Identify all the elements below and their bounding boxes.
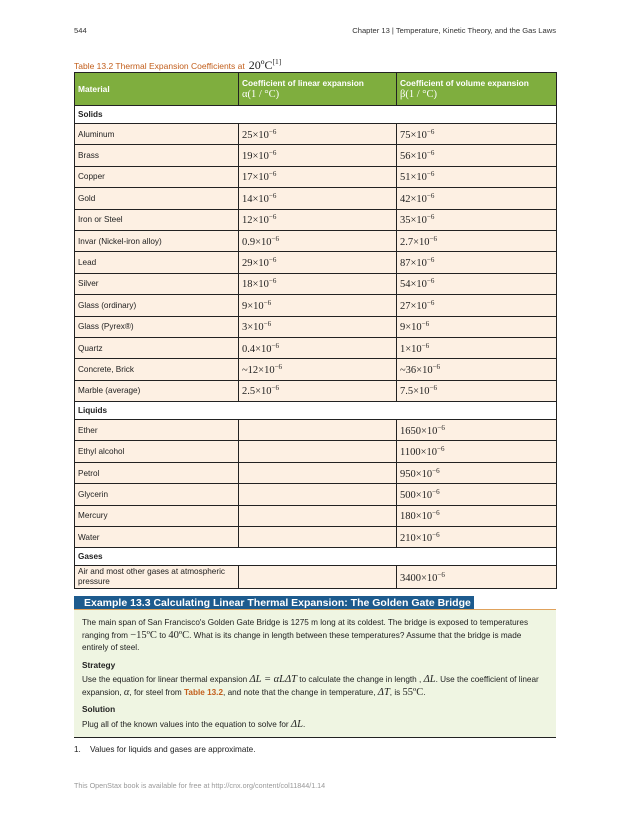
footnote-text: Values for liquids and gases are approximate. <box>90 745 256 754</box>
value-cell <box>397 484 557 505</box>
strategy-2: to calculate the change in length , <box>299 675 422 684</box>
value-exponent: −6 <box>271 341 279 350</box>
value-cell <box>397 124 557 145</box>
value-exponent: −6 <box>426 149 435 158</box>
value-mantissa: 54×10 <box>400 279 427 291</box>
table-row <box>75 166 557 187</box>
strategy-5: , and note that the change in temperature, <box>223 687 376 697</box>
example-title: Example 13.3 Calculating Linear Thermal Expansion: The Golden Gate Bridge <box>74 596 474 610</box>
table-row <box>75 337 557 358</box>
value-cell <box>397 420 557 441</box>
value-cell <box>239 188 397 209</box>
material-cell: Lead <box>75 252 239 273</box>
material-cell: Ether <box>75 420 239 441</box>
delta-l: ΔL <box>423 674 436 685</box>
value-mantissa: 12×10 <box>242 215 269 227</box>
chapter-header: Chapter 13 | Temperature, Kinetic Theory, and the Gas Laws <box>352 26 556 35</box>
value-mantissa: 17×10 <box>242 172 269 184</box>
value-cell <box>239 566 397 589</box>
material-cell: Silver <box>75 273 239 294</box>
material-cell: Marble (average) <box>75 380 239 401</box>
strategy-3: . Use the coefficient of linear expansion, <box>82 675 539 697</box>
solution-heading: Solution <box>82 704 116 714</box>
value-mantissa: 180×10 <box>400 511 433 523</box>
material-cell: Mercury <box>75 505 239 526</box>
value-mantissa: 56×10 <box>400 151 427 163</box>
value-cell <box>397 230 557 251</box>
value-cell <box>397 337 557 358</box>
strategy-1: Use the equation for linear thermal expansion <box>82 675 248 684</box>
value-exponent: −6 <box>426 170 435 179</box>
value-cell <box>239 124 397 145</box>
value-cell <box>397 462 557 483</box>
table-row <box>75 505 557 526</box>
value-exponent: −6 <box>432 509 440 518</box>
value-mantissa: 3400×10 <box>400 573 438 585</box>
value-exponent: −6 <box>437 445 445 454</box>
value-exponent: −6 <box>426 256 435 265</box>
value-cell <box>397 505 557 526</box>
material-cell: Air and most other gases at atmospheric pressure <box>75 566 239 589</box>
value-cell <box>397 566 557 589</box>
solution-text <box>82 719 548 732</box>
footnote <box>74 745 256 754</box>
material-cell: Ethyl alcohol <box>75 441 239 462</box>
value-cell <box>397 209 557 230</box>
value-mantissa: 35×10 <box>400 215 427 227</box>
footnote-ref[interactable]: [1] <box>272 57 282 66</box>
material-cell: Copper <box>75 166 239 187</box>
value-mantissa: 9×10 <box>400 322 422 334</box>
value-exponent: −6 <box>263 320 272 329</box>
value-exponent: −6 <box>426 298 435 307</box>
value-mantissa: 9×10 <box>242 300 264 312</box>
value-exponent: −6 <box>421 341 430 350</box>
table-row <box>75 359 557 380</box>
section-label: Gases <box>75 548 557 566</box>
value-exponent: −6 <box>268 127 277 136</box>
value-exponent: −6 <box>429 384 437 393</box>
value-mantissa: 500×10 <box>400 489 433 501</box>
value-mantissa: 42×10 <box>400 193 427 205</box>
material-cell: Glycerin <box>75 484 239 505</box>
strategy-heading: Strategy <box>82 659 116 670</box>
table-row <box>75 441 557 462</box>
value-cell <box>397 295 557 316</box>
alpha-symbol: α <box>123 686 130 698</box>
intro-to: to <box>159 630 167 640</box>
value-mantissa: 27×10 <box>400 300 427 312</box>
value-exponent: −6 <box>432 466 440 475</box>
table-row <box>75 380 557 401</box>
value-cell <box>397 166 557 187</box>
value-cell <box>239 505 397 526</box>
header-volume-symbol: β(1 / °C) <box>400 89 437 100</box>
temp-high: 40ºC <box>168 629 190 641</box>
value-cell <box>239 295 397 316</box>
example-intro <box>82 617 548 655</box>
value-exponent: −6 <box>263 298 272 307</box>
header-linear-symbol: α(1 / °C) <box>242 89 280 100</box>
table-caption-text: Table 13.2 Thermal Expansion Coefficients at <box>74 61 245 71</box>
value-mantissa: 75×10 <box>400 129 427 141</box>
table-row <box>75 145 557 166</box>
value-exponent: −6 <box>426 191 435 200</box>
intro-text-2: . What is its change in length between these temperatures? Assume that the bridge is made entirely of steel. <box>82 630 522 652</box>
value-exponent: −6 <box>421 320 430 329</box>
strategy-4: , for steel from <box>129 687 182 697</box>
table-link[interactable]: Table 13.2 <box>184 687 224 697</box>
value-exponent: −6 <box>437 423 445 432</box>
table-row <box>75 273 557 294</box>
page-footer: This OpenStax book is available for free at http://cnx.org/content/col11844/1.14 <box>74 781 326 790</box>
value-exponent: −6 <box>426 213 435 222</box>
value-cell <box>239 252 397 273</box>
page-number: 544 <box>74 26 87 35</box>
table-row <box>75 462 557 483</box>
value-cell <box>397 359 557 380</box>
header-linear <box>239 73 397 106</box>
value-cell <box>239 145 397 166</box>
value-cell <box>239 337 397 358</box>
value-mantissa: 87×10 <box>400 258 427 270</box>
value-mantissa: 0.4×10 <box>242 343 272 355</box>
material-cell: Invar (Nickel-iron alloy) <box>75 230 239 251</box>
example-box <box>74 610 556 738</box>
section-row-solids <box>75 106 557 124</box>
value-exponent: −6 <box>432 530 440 539</box>
value-exponent: −6 <box>426 127 435 136</box>
table-caption <box>74 57 281 73</box>
material-cell: Glass (Pyrex®) <box>75 316 239 337</box>
value-cell <box>239 209 397 230</box>
value-exponent: −6 <box>271 384 279 393</box>
value-exponent: −6 <box>268 213 277 222</box>
value-cell <box>397 441 557 462</box>
value-cell <box>397 252 557 273</box>
table-row <box>75 527 557 548</box>
solution-1: Plug all of the known values into the equation to solve for <box>82 719 289 729</box>
value-exponent: −6 <box>429 234 437 243</box>
value-exponent: −6 <box>268 256 277 265</box>
value-cell <box>239 230 397 251</box>
delta-t-value: 55ºC <box>402 686 424 698</box>
value-mantissa: 19×10 <box>242 151 269 163</box>
table-row <box>75 124 557 145</box>
section-row-liquids <box>75 402 557 420</box>
strategy-7: . <box>423 687 426 697</box>
value-cell <box>239 420 397 441</box>
temp-low: −15ºC <box>130 629 157 641</box>
header-volume <box>397 73 557 106</box>
value-cell <box>239 380 397 401</box>
header-volume-label: Coefficient of volume expansion <box>400 78 529 88</box>
solution-2: . <box>302 719 306 729</box>
value-cell <box>239 273 397 294</box>
value-mantissa: 3×10 <box>242 322 264 334</box>
material-cell: Brass <box>75 145 239 166</box>
strategy-text <box>82 674 548 699</box>
value-mantissa: 950×10 <box>400 468 433 480</box>
value-exponent: −6 <box>274 362 283 371</box>
material-cell: Petrol <box>75 462 239 483</box>
table-caption-temp: 20ºC <box>248 58 273 72</box>
value-mantissa: 1650×10 <box>400 425 438 437</box>
table-row <box>75 566 557 589</box>
header-linear-label: Coefficient of linear expansion <box>242 78 364 88</box>
value-exponent: −6 <box>432 362 441 371</box>
footnote-number: 1. <box>74 745 81 754</box>
table-row <box>75 252 557 273</box>
value-mantissa: 51×10 <box>400 172 427 184</box>
value-mantissa: ~36×10 <box>400 364 433 376</box>
value-exponent: −6 <box>268 149 277 158</box>
material-cell: Water <box>75 527 239 548</box>
value-exponent: −6 <box>432 487 440 496</box>
section-row-gases <box>75 548 557 566</box>
equation: ΔL = αLΔT <box>249 674 298 685</box>
value-mantissa: 2.7×10 <box>400 236 430 248</box>
value-cell <box>397 273 557 294</box>
value-exponent: −6 <box>426 277 435 286</box>
value-cell <box>239 316 397 337</box>
value-cell <box>397 188 557 209</box>
value-mantissa: 18×10 <box>242 279 269 291</box>
value-exponent: −6 <box>268 277 277 286</box>
table-row <box>75 295 557 316</box>
value-cell <box>397 380 557 401</box>
value-cell <box>239 166 397 187</box>
value-cell <box>397 527 557 548</box>
strategy-6: , is <box>389 687 401 697</box>
delta-t: ΔT <box>377 686 390 698</box>
value-cell <box>239 527 397 548</box>
value-exponent: −6 <box>268 170 277 179</box>
value-exponent: −6 <box>268 191 277 200</box>
table-header-row <box>75 73 557 106</box>
table-row <box>75 230 557 251</box>
material-cell: Gold <box>75 188 239 209</box>
value-mantissa: 14×10 <box>242 193 269 205</box>
value-exponent: −6 <box>437 571 445 580</box>
material-cell: Aluminum <box>75 124 239 145</box>
table-row <box>75 316 557 337</box>
value-mantissa: 7.5×10 <box>400 386 430 398</box>
material-cell: Iron or Steel <box>75 209 239 230</box>
section-label: Solids <box>75 106 557 124</box>
value-cell <box>239 462 397 483</box>
section-label: Liquids <box>75 402 557 420</box>
material-cell: Concrete, Brick <box>75 359 239 380</box>
value-cell <box>239 484 397 505</box>
value-mantissa: 25×10 <box>242 129 269 141</box>
thermal-expansion-table <box>74 72 557 589</box>
intro-text-1: The main span of San Francisco's Golden Gate Bridge is 1275 m long at its coldest. The bridge is exposed to temperatures ranging from <box>82 618 529 640</box>
value-mantissa: ~12×10 <box>242 364 275 376</box>
solution-symbol: ΔL <box>290 718 303 730</box>
value-mantissa: 210×10 <box>400 532 433 544</box>
value-mantissa: 29×10 <box>242 258 269 270</box>
table-row <box>75 209 557 230</box>
value-mantissa: 0.9×10 <box>242 236 272 248</box>
value-cell <box>239 441 397 462</box>
value-cell <box>239 359 397 380</box>
table-row <box>75 484 557 505</box>
table-row <box>75 420 557 441</box>
table-row <box>75 188 557 209</box>
value-mantissa: 2.5×10 <box>242 386 272 398</box>
value-mantissa: 1×10 <box>400 343 422 355</box>
header-material: Material <box>75 73 239 106</box>
material-cell: Glass (ordinary) <box>75 295 239 316</box>
value-mantissa: 1100×10 <box>400 447 438 459</box>
material-cell: Quartz <box>75 337 239 358</box>
value-cell <box>397 145 557 166</box>
value-cell <box>397 316 557 337</box>
value-exponent: −6 <box>271 234 279 243</box>
